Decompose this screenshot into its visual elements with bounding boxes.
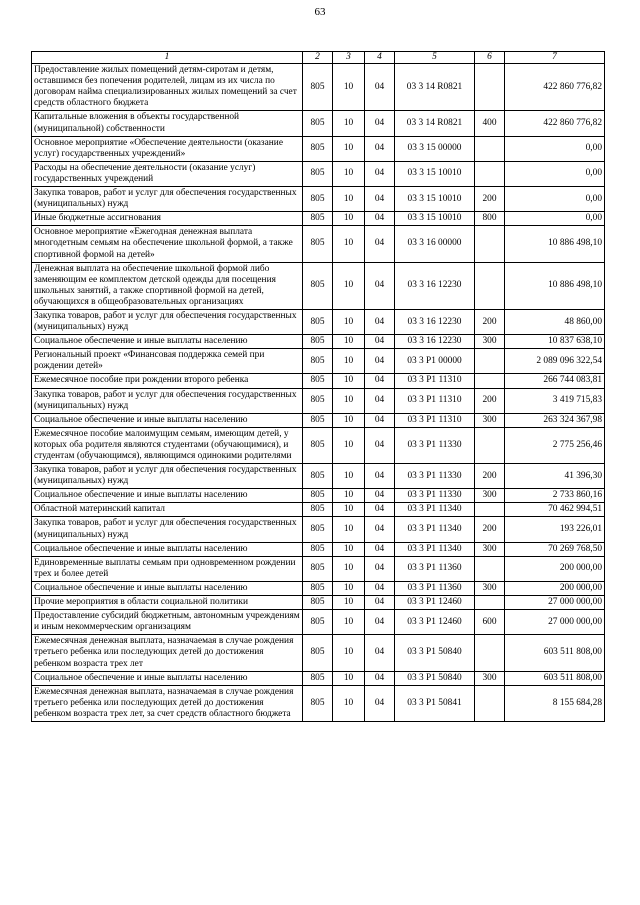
target-article-code: 03 3 P1 11310	[395, 388, 475, 413]
target-article-code: 03 3 15 00000	[395, 136, 475, 161]
target-article-code: 03 3 P1 50840	[395, 671, 475, 685]
section-code: 10	[333, 542, 365, 556]
admin-code: 805	[303, 64, 333, 111]
column-header: 7	[505, 52, 605, 64]
expense-type-code: 600	[475, 610, 505, 635]
target-article-code: 03 3 P1 11330	[395, 427, 475, 463]
row-name: Областной материнский капитал	[32, 503, 303, 517]
row-name: Расходы на обеспечение деятельности (оказание услуг) государственных учреждений	[32, 161, 303, 186]
subsection-code: 04	[365, 413, 395, 427]
row-name: Закупка товаров, работ и услуг для обеспечения государственных (муниципальных) нужд	[32, 187, 303, 212]
subsection-code: 04	[365, 349, 395, 374]
table-row	[32, 374, 605, 388]
admin-code: 805	[303, 542, 333, 556]
amount: 2 089 096 322,54	[505, 349, 605, 374]
section-code: 10	[333, 427, 365, 463]
section-code: 10	[333, 671, 365, 685]
row-name: Закупка товаров, работ и услуг для обеспечения государственных (муниципальных) нужд	[32, 517, 303, 542]
table-row	[32, 489, 605, 503]
row-name: Ежемесячная денежная выплата, назначаемая в случае рождения третьего ребенка или последующих детей до достижения ребенком возраста трех лет	[32, 635, 303, 671]
subsection-code: 04	[365, 111, 395, 136]
expense-type-code: 200	[475, 388, 505, 413]
section-code: 10	[333, 64, 365, 111]
subsection-code: 04	[365, 136, 395, 161]
section-code: 10	[333, 161, 365, 186]
target-article-code: 03 3 16 00000	[395, 226, 475, 262]
table-row	[32, 671, 605, 685]
budget-table	[31, 51, 605, 722]
subsection-code: 04	[365, 335, 395, 349]
amount: 0,00	[505, 212, 605, 226]
admin-code: 805	[303, 464, 333, 489]
amount: 0,00	[505, 161, 605, 186]
row-name: Предоставление жилых помещений детям-сиротам и детям, оставшимся без попечения родителей, лицам из их числа по договорам найма специализированных жилых помещений за счет средств областного бюджета	[32, 64, 303, 111]
admin-code: 805	[303, 413, 333, 427]
expense-type-code	[475, 374, 505, 388]
target-article-code: 03 3 P1 11340	[395, 503, 475, 517]
admin-code: 805	[303, 610, 333, 635]
section-code: 10	[333, 309, 365, 334]
amount: 70 269 768,50	[505, 542, 605, 556]
table-row	[32, 413, 605, 427]
target-article-code: 03 3 P1 50841	[395, 685, 475, 721]
expense-type-code	[475, 64, 505, 111]
target-article-code: 03 3 14 R0821	[395, 111, 475, 136]
expense-type-code	[475, 226, 505, 262]
table-row	[32, 542, 605, 556]
admin-code: 805	[303, 685, 333, 721]
amount: 10 886 498,10	[505, 262, 605, 309]
section-code: 10	[333, 262, 365, 309]
subsection-code: 04	[365, 226, 395, 262]
expense-type-code: 200	[475, 464, 505, 489]
expense-type-code: 300	[475, 671, 505, 685]
section-code: 10	[333, 413, 365, 427]
amount: 422 860 776,82	[505, 111, 605, 136]
column-header: 3	[333, 52, 365, 64]
expense-type-code: 200	[475, 517, 505, 542]
amount: 27 000 000,00	[505, 596, 605, 610]
amount: 0,00	[505, 136, 605, 161]
section-code: 10	[333, 111, 365, 136]
amount: 603 511 808,00	[505, 671, 605, 685]
row-name: Иные бюджетные ассигнования	[32, 212, 303, 226]
subsection-code: 04	[365, 503, 395, 517]
subsection-code: 04	[365, 671, 395, 685]
admin-code: 805	[303, 187, 333, 212]
table-row	[32, 685, 605, 721]
table-row	[32, 161, 605, 186]
section-code: 10	[333, 610, 365, 635]
table-row	[32, 212, 605, 226]
expense-type-code	[475, 262, 505, 309]
table-row	[32, 335, 605, 349]
row-name: Социальное обеспечение и иные выплаты населению	[32, 413, 303, 427]
row-name: Ежемесячное пособие малоимущим семьям, имеющим детей, у которых оба родителя являются студентами (обучающимися), и студентам (обучающимся), являющимся одинокими родителями	[32, 427, 303, 463]
subsection-code: 04	[365, 64, 395, 111]
section-code: 10	[333, 374, 365, 388]
subsection-code: 04	[365, 427, 395, 463]
section-code: 10	[333, 685, 365, 721]
amount: 266 744 083,81	[505, 374, 605, 388]
admin-code: 805	[303, 349, 333, 374]
expense-type-code	[475, 503, 505, 517]
target-article-code: 03 3 P1 11330	[395, 489, 475, 503]
expense-type-code: 300	[475, 489, 505, 503]
column-header: 5	[395, 52, 475, 64]
subsection-code: 04	[365, 542, 395, 556]
row-name: Основное мероприятие «Ежегодная денежная выплата многодетным семьям на обеспечение школьной формой, а также спортивной формой на детей»	[32, 226, 303, 262]
admin-code: 805	[303, 335, 333, 349]
amount: 200 000,00	[505, 556, 605, 581]
subsection-code: 04	[365, 635, 395, 671]
table-row	[32, 111, 605, 136]
amount: 48 860,00	[505, 309, 605, 334]
table-row	[32, 388, 605, 413]
expense-type-code: 300	[475, 581, 505, 595]
row-name: Социальное обеспечение и иные выплаты населению	[32, 335, 303, 349]
admin-code: 805	[303, 212, 333, 226]
row-name: Закупка товаров, работ и услуг для обеспечения государственных (муниципальных) нужд	[32, 464, 303, 489]
section-code: 10	[333, 635, 365, 671]
table-row	[32, 464, 605, 489]
section-code: 10	[333, 581, 365, 595]
table-row	[32, 556, 605, 581]
section-code: 10	[333, 596, 365, 610]
row-name: Закупка товаров, работ и услуг для обеспечения государственных (муниципальных) нужд	[32, 309, 303, 334]
table-row	[32, 635, 605, 671]
target-article-code: 03 3 P1 12460	[395, 610, 475, 635]
subsection-code: 04	[365, 464, 395, 489]
amount: 10 886 498,10	[505, 226, 605, 262]
section-code: 10	[333, 226, 365, 262]
amount: 2 775 256,46	[505, 427, 605, 463]
table-row	[32, 517, 605, 542]
amount: 0,00	[505, 187, 605, 212]
subsection-code: 04	[365, 610, 395, 635]
section-code: 10	[333, 335, 365, 349]
expense-type-code: 200	[475, 187, 505, 212]
amount: 200 000,00	[505, 581, 605, 595]
table-body	[32, 64, 605, 722]
admin-code: 805	[303, 136, 333, 161]
table-row	[32, 136, 605, 161]
section-code: 10	[333, 212, 365, 226]
admin-code: 805	[303, 596, 333, 610]
subsection-code: 04	[365, 581, 395, 595]
subsection-code: 04	[365, 556, 395, 581]
column-header: 6	[475, 52, 505, 64]
row-name: Капитальные вложения в объекты государственной (муниципальной) собственности	[32, 111, 303, 136]
target-article-code: 03 3 P1 00000	[395, 349, 475, 374]
amount: 3 419 715,83	[505, 388, 605, 413]
target-article-code: 03 3 P1 11340	[395, 542, 475, 556]
subsection-code: 04	[365, 489, 395, 503]
table-row	[32, 64, 605, 111]
section-code: 10	[333, 556, 365, 581]
admin-code: 805	[303, 671, 333, 685]
table-row	[32, 427, 605, 463]
target-article-code: 03 3 15 10010	[395, 212, 475, 226]
amount: 193 226,01	[505, 517, 605, 542]
row-name: Социальное обеспечение и иные выплаты населению	[32, 542, 303, 556]
admin-code: 805	[303, 517, 333, 542]
expense-type-code	[475, 596, 505, 610]
expense-type-code: 200	[475, 309, 505, 334]
admin-code: 805	[303, 556, 333, 581]
admin-code: 805	[303, 427, 333, 463]
amount: 2 733 860,16	[505, 489, 605, 503]
target-article-code: 03 3 16 12230	[395, 309, 475, 334]
row-name: Социальное обеспечение и иные выплаты населению	[32, 489, 303, 503]
row-name: Прочие мероприятия в области социальной политики	[32, 596, 303, 610]
table-row	[32, 581, 605, 595]
expense-type-code	[475, 136, 505, 161]
row-name: Денежная выплата на обеспечение школьной формой либо заменяющим ее комплектом детской одежды для посещения школьных занятий, а также спортивной формой на детей, обучающихся в общеобразовательных организациях	[32, 262, 303, 309]
row-name: Предоставление субсидий бюджетным, автономным учреждениям и иным некоммерческим организациям	[32, 610, 303, 635]
table-row	[32, 610, 605, 635]
section-code: 10	[333, 489, 365, 503]
admin-code: 805	[303, 635, 333, 671]
amount: 603 511 808,00	[505, 635, 605, 671]
amount: 8 155 684,28	[505, 685, 605, 721]
amount: 27 000 000,00	[505, 610, 605, 635]
subsection-code: 04	[365, 187, 395, 212]
section-code: 10	[333, 388, 365, 413]
section-code: 10	[333, 187, 365, 212]
amount: 70 462 994,51	[505, 503, 605, 517]
target-article-code: 03 3 15 10010	[395, 161, 475, 186]
admin-code: 805	[303, 262, 333, 309]
admin-code: 805	[303, 309, 333, 334]
admin-code: 805	[303, 388, 333, 413]
expense-type-code: 800	[475, 212, 505, 226]
admin-code: 805	[303, 374, 333, 388]
admin-code: 805	[303, 581, 333, 595]
subsection-code: 04	[365, 685, 395, 721]
row-name: Закупка товаров, работ и услуг для обеспечения государственных (муниципальных) нужд	[32, 388, 303, 413]
target-article-code: 03 3 16 12230	[395, 262, 475, 309]
subsection-code: 04	[365, 262, 395, 309]
table-row	[32, 309, 605, 334]
subsection-code: 04	[365, 596, 395, 610]
section-code: 10	[333, 517, 365, 542]
target-article-code: 03 3 P1 11340	[395, 517, 475, 542]
subsection-code: 04	[365, 309, 395, 334]
subsection-code: 04	[365, 161, 395, 186]
target-article-code: 03 3 P1 50840	[395, 635, 475, 671]
expense-type-code: 300	[475, 413, 505, 427]
page-number: 63	[314, 6, 326, 18]
target-article-code: 03 3 16 12230	[395, 335, 475, 349]
target-article-code: 03 3 P1 12460	[395, 596, 475, 610]
table-header-row	[32, 52, 605, 64]
row-name: Социальное обеспечение и иные выплаты населению	[32, 581, 303, 595]
expense-type-code	[475, 161, 505, 186]
table-row	[32, 262, 605, 309]
expense-type-code: 300	[475, 542, 505, 556]
column-header: 1	[32, 52, 303, 64]
column-header: 2	[303, 52, 333, 64]
table-row	[32, 226, 605, 262]
admin-code: 805	[303, 503, 333, 517]
admin-code: 805	[303, 489, 333, 503]
target-article-code: 03 3 P1 11360	[395, 556, 475, 581]
target-article-code: 03 3 P1 11360	[395, 581, 475, 595]
amount: 10 837 638,10	[505, 335, 605, 349]
subsection-code: 04	[365, 212, 395, 226]
table-row	[32, 503, 605, 517]
subsection-code: 04	[365, 388, 395, 413]
column-header: 4	[365, 52, 395, 64]
subsection-code: 04	[365, 374, 395, 388]
expense-type-code	[475, 349, 505, 374]
table-row	[32, 596, 605, 610]
amount: 422 860 776,82	[505, 64, 605, 111]
row-name: Социальное обеспечение и иные выплаты населению	[32, 671, 303, 685]
row-name: Региональный проект «Финансовая поддержка семей при рождении детей»	[32, 349, 303, 374]
admin-code: 805	[303, 111, 333, 136]
table-row	[32, 349, 605, 374]
admin-code: 805	[303, 226, 333, 262]
expense-type-code: 400	[475, 111, 505, 136]
target-article-code: 03 3 14 R0821	[395, 64, 475, 111]
row-name: Ежемесячное пособие при рождении второго ребенка	[32, 374, 303, 388]
amount: 41 396,30	[505, 464, 605, 489]
row-name: Основное мероприятие «Обеспечение деятельности (оказание услуг) государственных учреждений»	[32, 136, 303, 161]
row-name: Ежемесячная денежная выплата, назначаемая в случае рождения третьего ребенка или последующих детей до достижения ребенком возраста трех лет, за счет средств областного бюджета	[32, 685, 303, 721]
table-row	[32, 187, 605, 212]
target-article-code: 03 3 P1 11330	[395, 464, 475, 489]
section-code: 10	[333, 464, 365, 489]
admin-code: 805	[303, 161, 333, 186]
target-article-code: 03 3 P1 11310	[395, 374, 475, 388]
row-name: Единовременные выплаты семьям при одновременном рождении трех и более детей	[32, 556, 303, 581]
section-code: 10	[333, 349, 365, 374]
amount: 263 324 367,98	[505, 413, 605, 427]
section-code: 10	[333, 503, 365, 517]
target-article-code: 03 3 15 10010	[395, 187, 475, 212]
expense-type-code: 300	[475, 335, 505, 349]
expense-type-code	[475, 427, 505, 463]
section-code: 10	[333, 136, 365, 161]
expense-type-code	[475, 635, 505, 671]
expense-type-code	[475, 556, 505, 581]
subsection-code: 04	[365, 517, 395, 542]
target-article-code: 03 3 P1 11310	[395, 413, 475, 427]
expense-type-code	[475, 685, 505, 721]
